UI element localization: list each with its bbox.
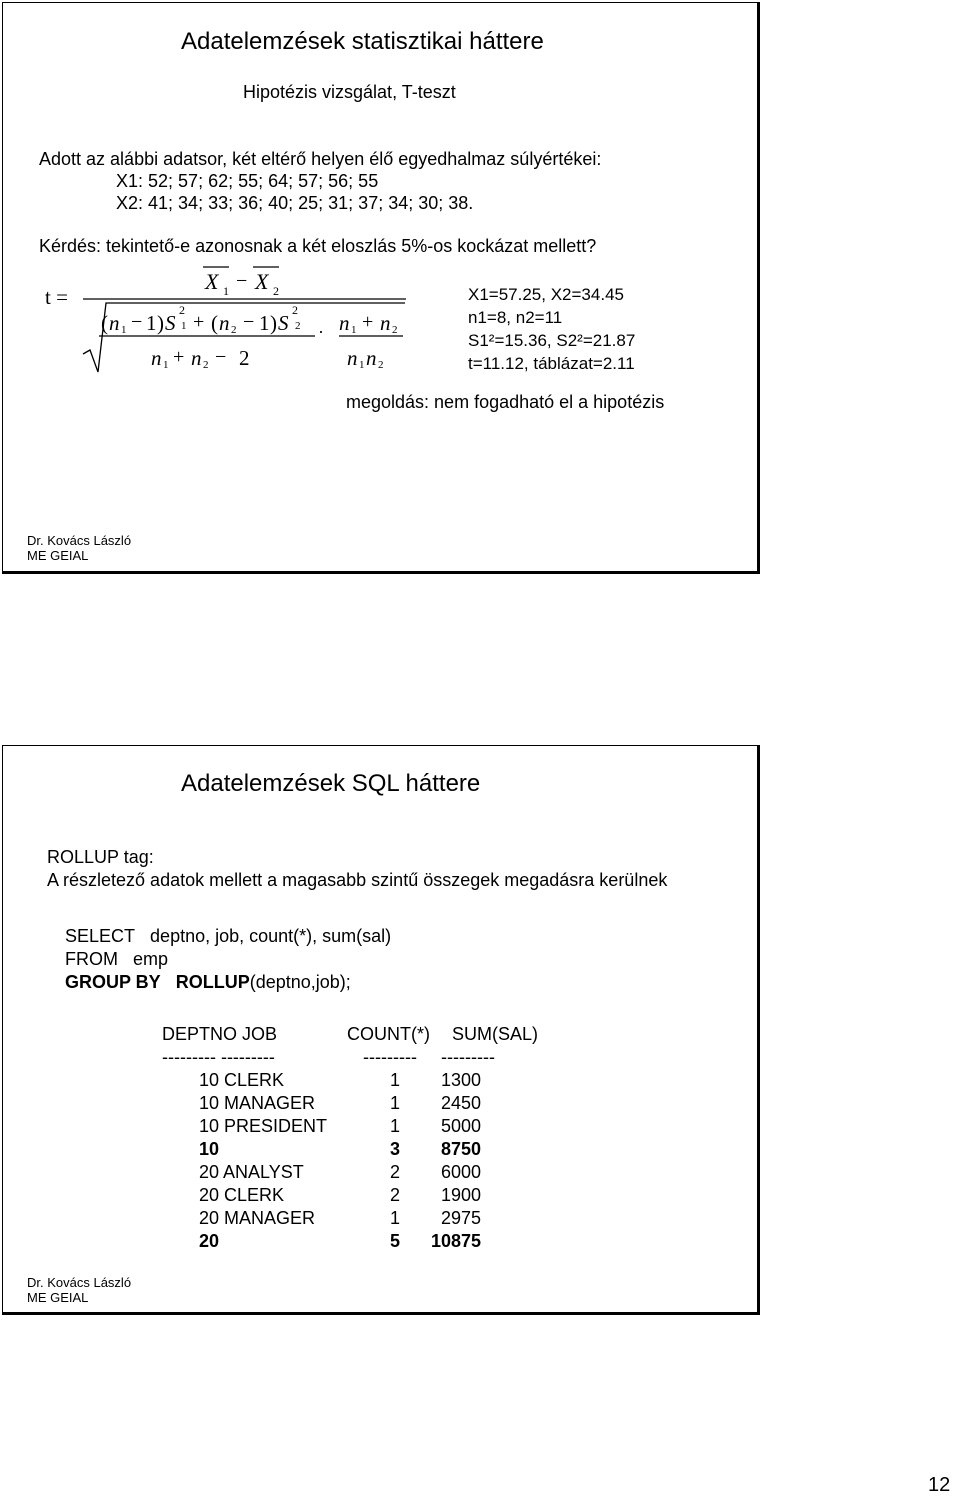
- sql-select-columns: deptno, job, count(*), sum(sal): [150, 926, 392, 946]
- conclusion-text: megoldás: nem fogadható el a hipotézis: [346, 392, 665, 412]
- slide-title: Adatelemzések SQL háttere: [181, 770, 481, 797]
- row-label: 20: [199, 1231, 220, 1251]
- formula-minus: −: [236, 270, 248, 292]
- formula-d-plus: +: [173, 346, 185, 368]
- sql-select-keyword: SELECT: [65, 926, 136, 946]
- formula-rp2: ): [270, 311, 277, 335]
- formula-lp1: (: [101, 311, 108, 335]
- sql-select-line: [65, 925, 391, 948]
- question-text: Kérdés: tekintető-e azonosnak a két eloszlás 5%-os kockázat mellett?: [39, 236, 597, 256]
- formula-x2-sub: 2: [273, 284, 279, 298]
- row-count: 1: [389, 1093, 400, 1113]
- formula-d-minus: −: [215, 346, 227, 368]
- data-x1: X1: 52; 57; 62; 55; 64; 57; 56; 55: [116, 171, 379, 191]
- formula-r-n2: n: [380, 311, 391, 335]
- formula-n1-sub: 1: [121, 324, 127, 336]
- intro-text: Adott az alábbi adatsor, két eltérő helyen élő egyedhalmaz súlyértékei:: [39, 149, 602, 169]
- formula-r-d-n1: n: [347, 346, 358, 370]
- row-count: 1: [389, 1116, 400, 1136]
- row-count: 1: [389, 1070, 400, 1090]
- sql-group-line: [65, 971, 351, 994]
- table-dash-left: --------- ---------: [162, 1047, 275, 1067]
- row-sum: 8750: [440, 1139, 481, 1159]
- formula-d-n1: n: [151, 346, 162, 370]
- footer-author: Dr. Kovács László: [27, 533, 132, 548]
- formula-d-n2-sub: 2: [203, 359, 209, 371]
- row-label: 10 PRESIDENT: [199, 1116, 328, 1136]
- formula-r-d-n1-sub: 1: [359, 359, 365, 371]
- row-sum: 5000: [440, 1116, 481, 1136]
- formula-s1-sub: 1: [181, 320, 187, 332]
- row-sum: 6000: [440, 1162, 481, 1182]
- formula-minus-2: −: [243, 311, 255, 333]
- result-variance: S1²=15.36, S2²=21.87: [468, 331, 636, 350]
- formula-s1-sq: 2: [179, 303, 185, 317]
- formula-n1: n: [109, 311, 120, 335]
- slide-statistics: [2, 2, 760, 574]
- row-count: 5: [389, 1231, 400, 1251]
- row-sum: 2975: [440, 1208, 481, 1228]
- formula-s2: S: [278, 311, 289, 335]
- sql-group-keyword: GROUP BY: [65, 972, 161, 992]
- formula-s2-sq: 2: [292, 303, 298, 317]
- slide-sql: [2, 745, 760, 1315]
- row-label: 10: [199, 1139, 220, 1159]
- row-count: 1: [389, 1208, 400, 1228]
- rollup-label: ROLLUP tag:: [47, 847, 154, 867]
- formula-n2-sub: 2: [231, 324, 237, 336]
- sql-from-line: [65, 948, 168, 971]
- row-sum: 1900: [440, 1185, 481, 1205]
- formula-r-d-n2-sub: 2: [378, 359, 384, 371]
- table-header-count: COUNT(*): [347, 1024, 430, 1044]
- formula-s1: S: [165, 311, 176, 335]
- formula-rp1: ): [157, 311, 164, 335]
- result-means: X1=57.25, X2=34.45: [468, 285, 624, 304]
- formula-d-two: 2: [239, 346, 250, 370]
- formula-r-n1: n: [339, 311, 350, 335]
- formula-one-2: 1: [259, 311, 270, 335]
- sql-rollup-args: (deptno,job);: [249, 972, 351, 992]
- row-label: 20 MANAGER: [199, 1208, 316, 1228]
- formula-plus: +: [193, 311, 205, 333]
- formula-x1: X: [205, 269, 219, 294]
- table-header-sum: SUM(SAL): [452, 1024, 539, 1044]
- formula-r-n2-sub: 2: [392, 324, 398, 336]
- slide-title: Adatelemzések statisztikai háttere: [181, 28, 544, 55]
- row-label: 10 MANAGER: [199, 1093, 316, 1113]
- sql-from-keyword: FROM: [65, 949, 118, 969]
- row-label: 20 CLERK: [199, 1185, 285, 1205]
- data-x2: X2: 41; 34; 33; 36; 40; 25; 31; 37; 34; 30; 38.: [116, 193, 474, 213]
- sql-from-table: emp: [133, 949, 169, 969]
- row-count: 2: [389, 1162, 400, 1182]
- formula-lp2: (: [211, 311, 218, 335]
- t-test-formula: [33, 258, 433, 383]
- formula-r-n1-sub: 1: [351, 324, 357, 336]
- table-header-deptno-job: DEPTNO JOB: [162, 1024, 278, 1044]
- row-sum: 1300: [440, 1070, 481, 1090]
- formula-r-d-n2: n: [366, 346, 377, 370]
- row-label: 20 ANALYST: [199, 1162, 304, 1182]
- sql-rollup-keyword: ROLLUP: [175, 972, 250, 992]
- page-number: 12: [928, 1474, 951, 1496]
- row-count: 3: [389, 1139, 400, 1159]
- slide-subtitle: Hipotézis vizsgálat, T-teszt: [243, 82, 456, 102]
- row-sum: 10875: [430, 1231, 481, 1251]
- formula-n2: n: [219, 311, 230, 335]
- footer-org: ME GEIAL: [27, 548, 89, 563]
- result-n: n1=8, n2=11: [468, 308, 563, 327]
- footer-org: ME GEIAL: [27, 1290, 89, 1305]
- row-count: 2: [389, 1185, 400, 1205]
- row-label: 10 CLERK: [199, 1070, 285, 1090]
- formula-dot: ·: [318, 322, 324, 342]
- formula-d-n2: n: [191, 346, 202, 370]
- table-dash-sum: ---------: [441, 1047, 495, 1067]
- result-t: t=11.12, táblázat=2.11: [468, 354, 635, 373]
- formula-lhs: t =: [45, 285, 68, 309]
- footer-author: Dr. Kovács László: [27, 1275, 132, 1290]
- table-dash-count: ---------: [363, 1047, 417, 1067]
- formula-x1-sub: 1: [223, 284, 229, 298]
- formula-x2: X: [255, 269, 269, 294]
- formula-s2-sub: 2: [295, 320, 301, 332]
- row-sum: 2450: [440, 1093, 481, 1113]
- formula-minus-1: −: [131, 311, 143, 333]
- formula-one-1: 1: [146, 311, 157, 335]
- rollup-description: A részletező adatok mellett a magasabb szintű összegek megadásra kerülnek: [47, 870, 668, 890]
- formula-r-plus: +: [362, 311, 374, 333]
- formula-d-n1-sub: 1: [163, 359, 169, 371]
